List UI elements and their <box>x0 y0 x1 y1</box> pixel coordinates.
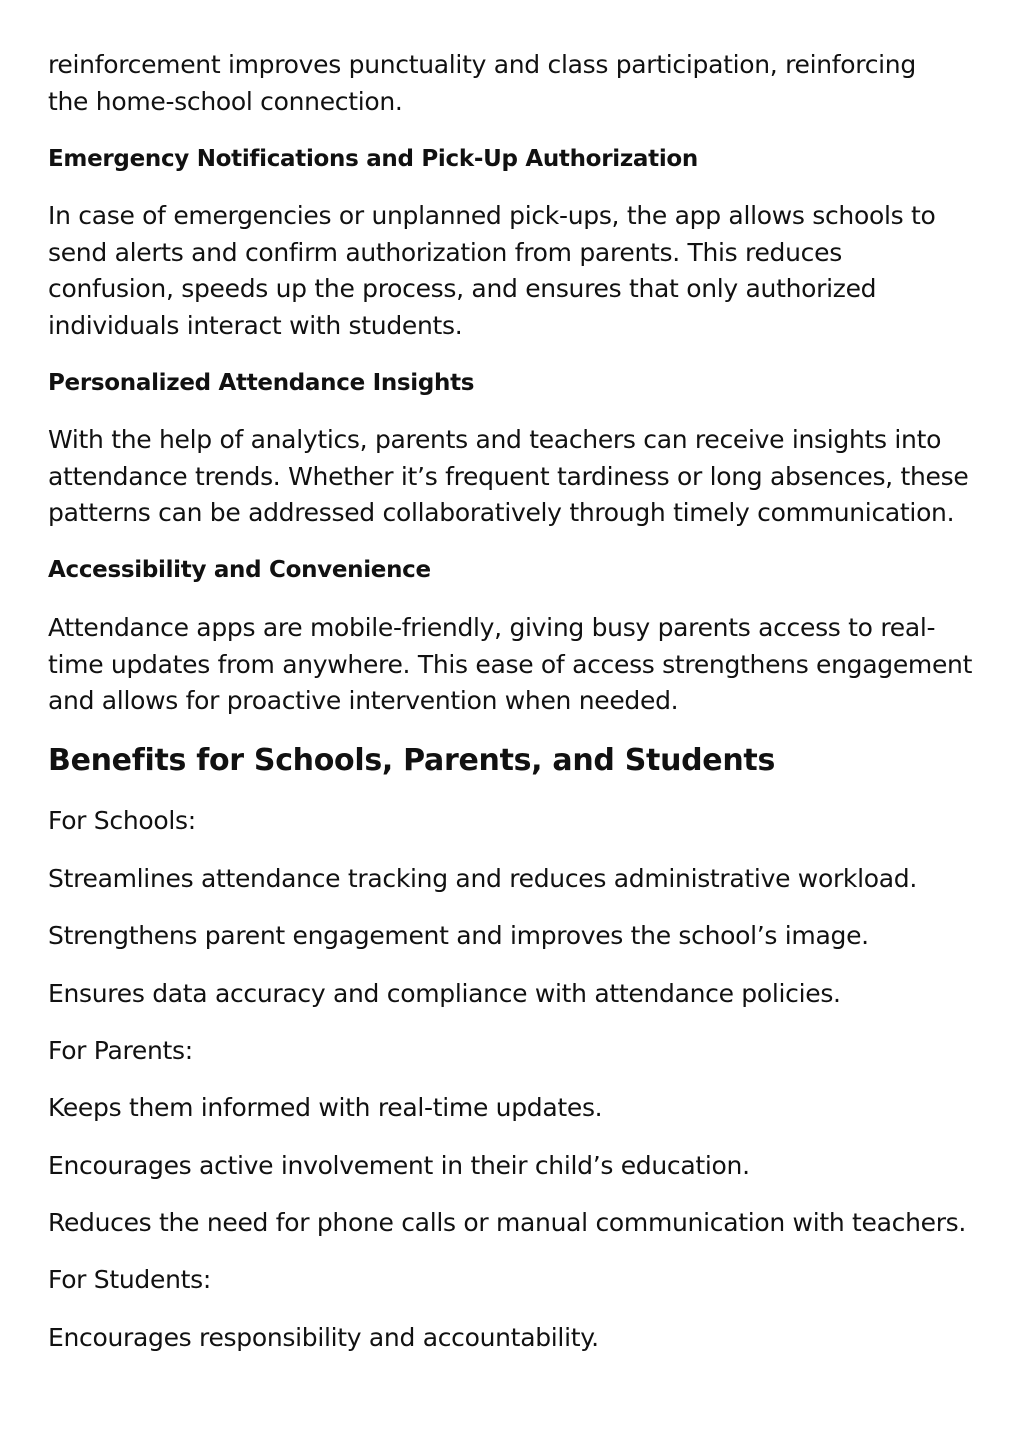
parents-label: For Parents: <box>48 1036 193 1065</box>
schools-label: For Schools: <box>48 806 196 835</box>
paragraph-line: In case of emergencies or unplanned pick-ups, the app allows schools to <box>48 201 936 230</box>
benefits-heading: Benefits for Schools, Parents, and Students <box>48 743 776 778</box>
paragraph-line: individuals interact with students. <box>48 310 463 340</box>
section-heading-emergency: Emergency Notifications and Pick-Up Authorization <box>48 146 698 172</box>
section-paragraph-insights <box>48 422 976 532</box>
students-benefit-item: Encourages responsibility and accountability. <box>48 1323 599 1352</box>
paragraph-line: Attendance apps are mobile-friendly, giving busy parents access to real- <box>48 613 936 642</box>
parents-benefit-item: Encourages active involvement in their child’s education. <box>48 1151 750 1180</box>
parents-benefit-item: Keeps them informed with real-time updates. <box>48 1093 603 1122</box>
paragraph-line: patterns can be addressed collaboratively through timely communication. <box>48 498 955 527</box>
paragraph-line: the home-school connection. <box>48 86 403 116</box>
paragraph-line: time updates from anywhere. This ease of access strengthens engagement <box>48 649 973 679</box>
schools-benefit-item: Strengthens parent engagement and improves the school’s image. <box>48 921 869 950</box>
schools-benefit-item: Ensures data accuracy and compliance with attendance policies. <box>48 979 841 1008</box>
paragraph-line: and allows for proactive intervention when needed. <box>48 686 679 715</box>
section-heading-accessibility: Accessibility and Convenience <box>48 557 431 583</box>
section-paragraph-emergency <box>48 198 976 344</box>
paragraph-line: send alerts and confirm authorization from parents. This reduces <box>48 237 842 267</box>
students-label: For Students: <box>48 1265 211 1294</box>
paragraph-line: With the help of analytics, parents and teachers can receive insights into <box>48 425 942 454</box>
parents-benefit-item: Reduces the need for phone calls or manual communication with teachers. <box>48 1208 967 1237</box>
paragraph-line: confusion, speeds up the process, and ensures that only authorized <box>48 274 877 303</box>
section-heading-insights: Personalized Attendance Insights <box>48 370 475 396</box>
intro-paragraph <box>48 47 976 120</box>
schools-benefit-item: Streamlines attendance tracking and reduces administrative workload. <box>48 864 917 893</box>
paragraph-line: attendance trends. Whether it’s frequent tardiness or long absences, these <box>48 461 969 491</box>
paragraph-line: reinforcement improves punctuality and class participation, reinforcing <box>48 50 916 79</box>
section-paragraph-accessibility <box>48 610 976 720</box>
